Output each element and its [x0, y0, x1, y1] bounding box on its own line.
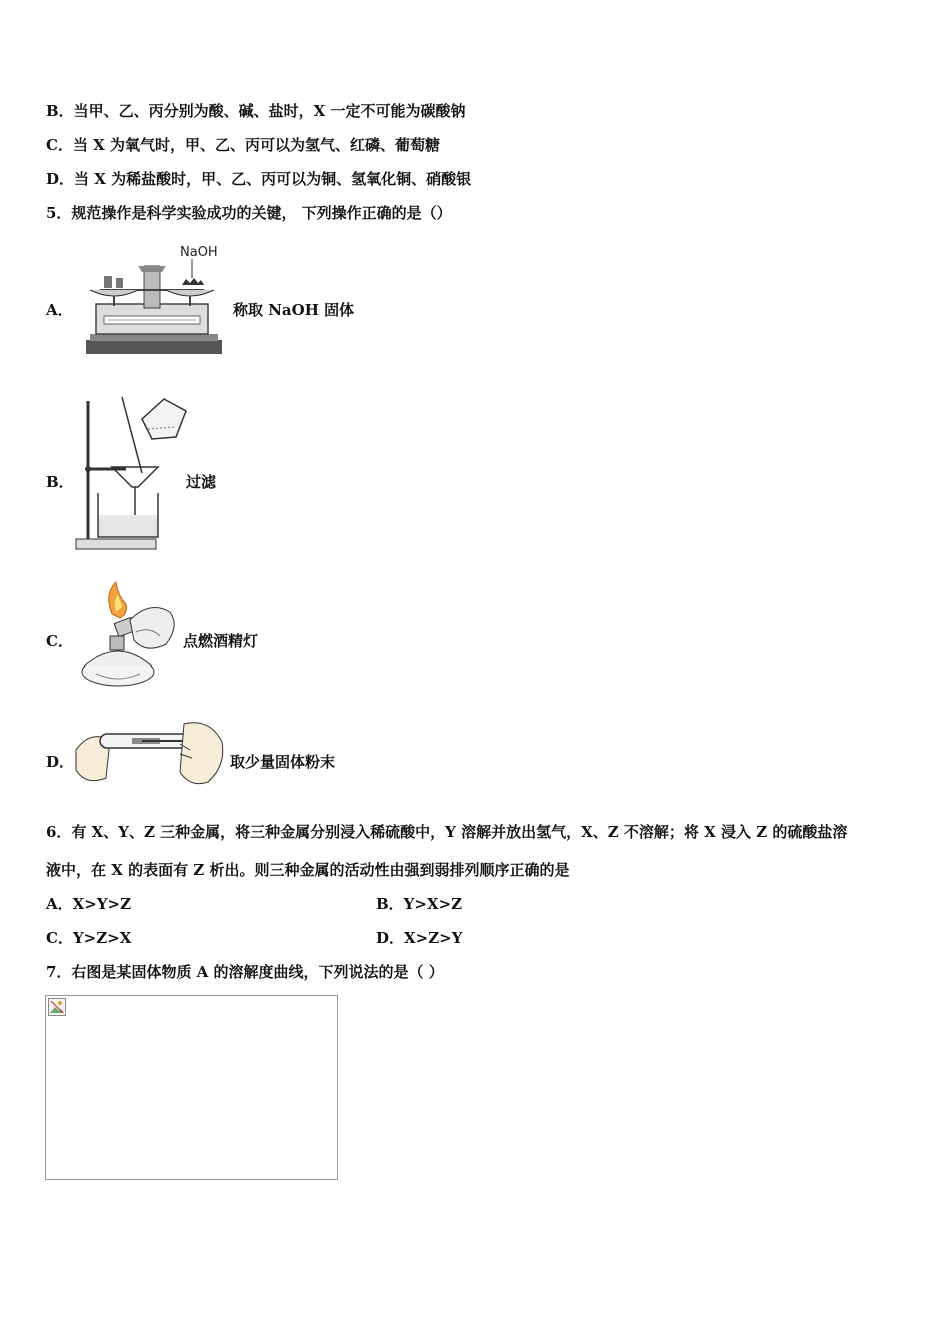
- q5-option-a-caption: 称取 NaOH 固体: [233, 301, 355, 319]
- q5-option-b-caption: 过滤: [186, 473, 217, 491]
- alcohol-lamp-figure: [76, 580, 181, 692]
- q5-option-d-label: D．: [46, 753, 75, 771]
- q5-option-a-label: A．: [46, 301, 73, 319]
- q7-stem: 7．右图是某固体物质 A 的溶解度曲线，下列说法的是（ ）: [46, 963, 444, 981]
- q4-option-d: D．当 X 为稀盐酸时，甲、乙、丙可以为铜、氢氧化铜、硝酸银: [46, 170, 472, 188]
- q4-option-b: B．当甲、乙、丙分别为酸、碱、盐时，X 一定不可能为碳酸钠: [46, 102, 466, 120]
- q6-stem-line2: 液中，在 X 的表面有 Z 析出。则三种金属的活动性由强到弱排列顺序正确的是: [46, 861, 570, 879]
- filtration-figure: [72, 393, 192, 553]
- q5-option-d-caption: 取少量固体粉末: [230, 753, 336, 771]
- q5-option-c-label: C．: [46, 632, 73, 650]
- q6-option-a: A．X>Y>Z: [46, 895, 132, 913]
- q5-stem: 5．规范操作是科学实验成功的关键， 下列操作正确的是（）: [46, 204, 452, 222]
- balance-figure: [82, 240, 227, 362]
- q6-option-b: B．Y>X>Z: [376, 895, 463, 913]
- broken-image-icon: [48, 998, 66, 1016]
- naoh-figure-label: NaOH: [180, 245, 218, 260]
- q5-option-b-label: B．: [46, 473, 74, 491]
- solubility-curve-placeholder: [45, 995, 338, 1180]
- q6-option-c: C．Y>Z>X: [46, 929, 132, 947]
- q5-option-c-caption: 点燃酒精灯: [183, 632, 259, 650]
- q6-option-d: D．X>Z>Y: [376, 929, 463, 947]
- q6-stem-line1: 6．有 X、Y、Z 三种金属，将三种金属分别浸入稀硫酸中，Y 溶解并放出氢气，X、Z 不溶解；将 X 浸入 Z 的硫酸盐溶: [46, 823, 848, 841]
- solid-powder-figure: [72, 714, 227, 792]
- q4-option-c: C．当 X 为氧气时，甲、乙、丙可以为氢气、红磷、葡萄糖: [46, 136, 441, 154]
